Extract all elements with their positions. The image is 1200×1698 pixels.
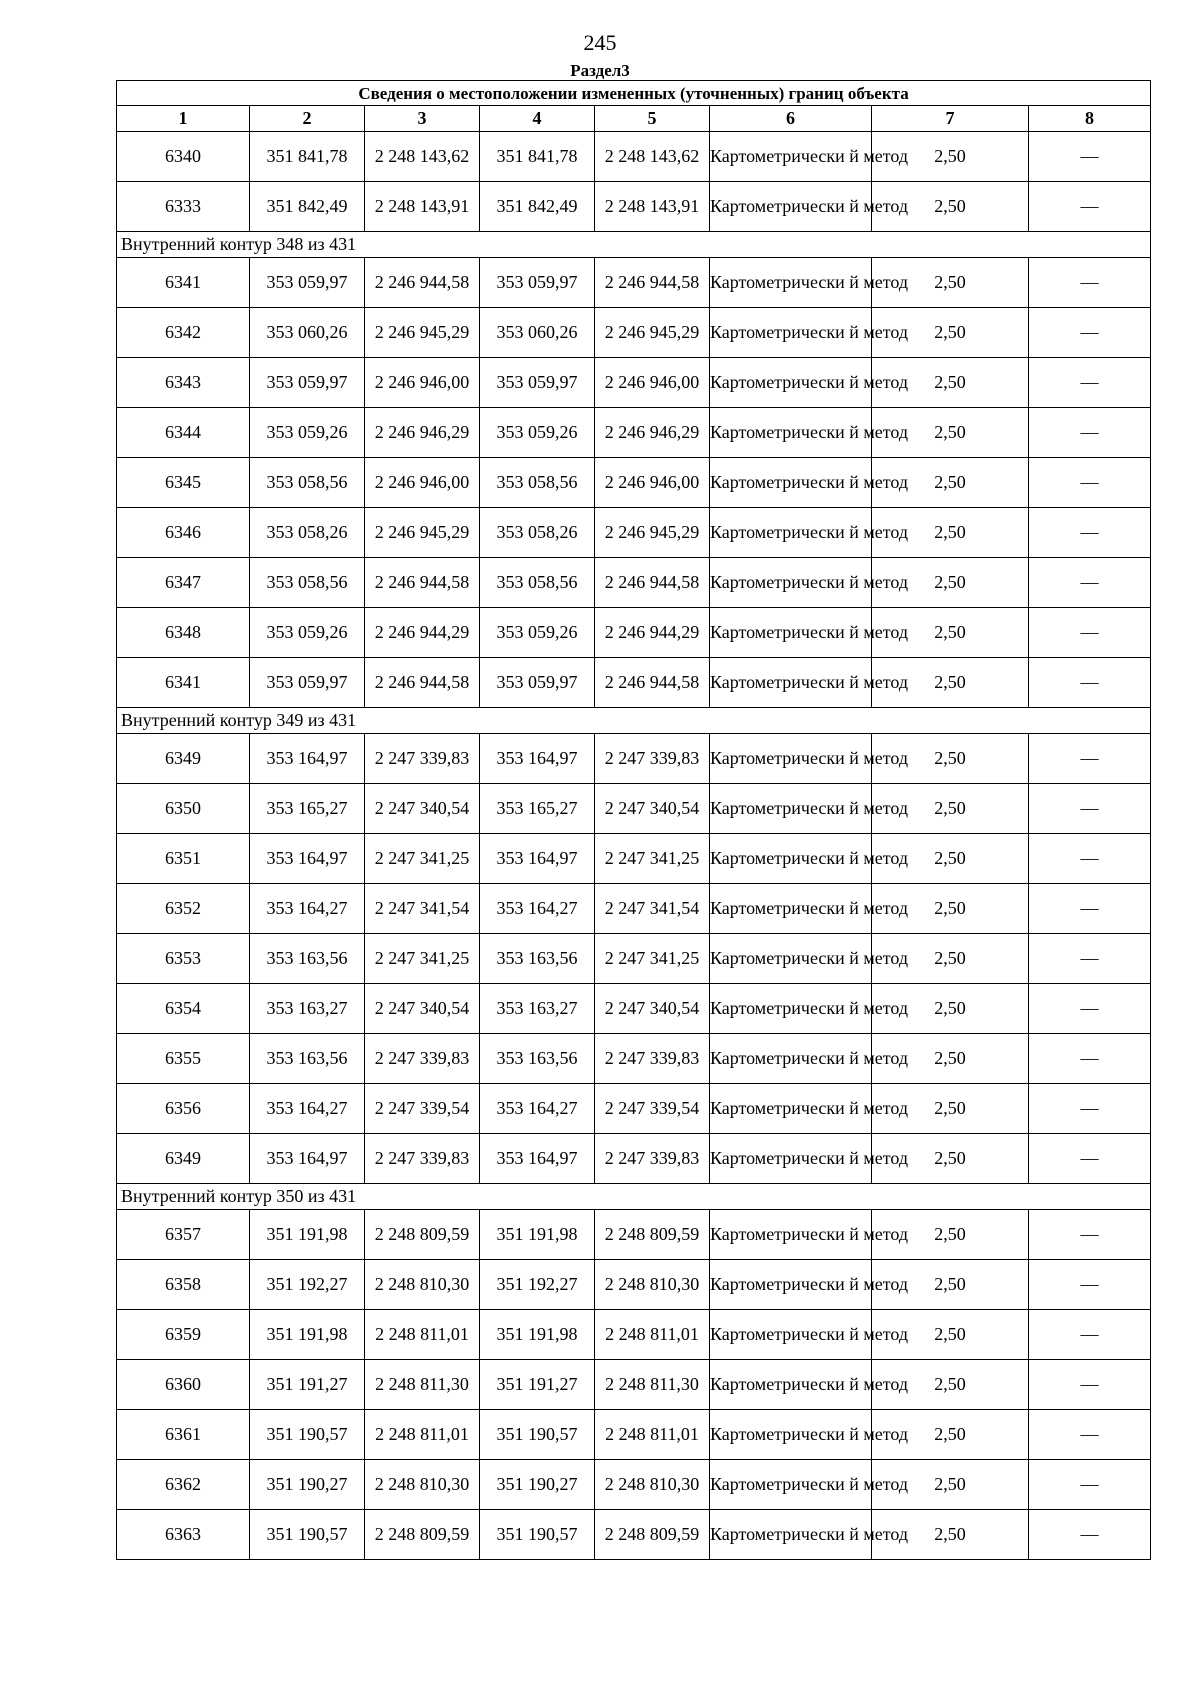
y-coordinate-cell: 2 247 339,83 bbox=[595, 1134, 710, 1184]
x-coordinate-cell: 353 058,56 bbox=[480, 558, 595, 608]
method-cell: Картометрически й метод bbox=[710, 1460, 872, 1510]
x-coordinate-cell: 353 164,27 bbox=[250, 1084, 365, 1134]
y-coordinate-cell: 2 247 341,25 bbox=[595, 834, 710, 884]
page-number: 245 bbox=[583, 30, 617, 55]
y-coordinate-cell: 2 247 341,25 bbox=[365, 834, 480, 884]
accuracy-cell: 2,50 bbox=[872, 558, 1029, 608]
x-coordinate-cell: 353 059,26 bbox=[250, 408, 365, 458]
method-cell: Картометрически й метод bbox=[710, 1034, 872, 1084]
y-coordinate-cell: 2 248 810,30 bbox=[365, 1260, 480, 1310]
column-number: 3 bbox=[365, 106, 480, 132]
table-row bbox=[117, 784, 1151, 834]
point-id-cell: 6360 bbox=[117, 1360, 250, 1410]
contour-label: Внутренний контур 349 из 431 bbox=[117, 708, 1151, 734]
accuracy-cell: 2,50 bbox=[872, 308, 1029, 358]
table-row bbox=[117, 934, 1151, 984]
y-coordinate-cell: 2 248 810,30 bbox=[595, 1460, 710, 1510]
description-cell: — bbox=[1029, 1034, 1151, 1084]
description-cell: — bbox=[1029, 1460, 1151, 1510]
table-row bbox=[117, 1260, 1151, 1310]
y-coordinate-cell: 2 247 340,54 bbox=[595, 984, 710, 1034]
y-coordinate-cell: 2 246 945,29 bbox=[595, 508, 710, 558]
method-cell: Картометрически й метод bbox=[710, 984, 872, 1034]
method-cell: Картометрически й метод bbox=[710, 358, 872, 408]
x-coordinate-cell: 353 164,97 bbox=[480, 734, 595, 784]
contour-header-row bbox=[117, 232, 1151, 258]
accuracy-cell: 2,50 bbox=[872, 984, 1029, 1034]
table-row bbox=[117, 658, 1151, 708]
point-id-cell: 6362 bbox=[117, 1460, 250, 1510]
y-coordinate-cell: 2 248 809,59 bbox=[595, 1510, 710, 1560]
x-coordinate-cell: 351 191,27 bbox=[250, 1360, 365, 1410]
description-cell: — bbox=[1029, 658, 1151, 708]
boundary-coordinates-table bbox=[116, 80, 1151, 1560]
y-coordinate-cell: 2 247 340,54 bbox=[365, 784, 480, 834]
table-row bbox=[117, 1410, 1151, 1460]
method-cell: Картометрически й метод bbox=[710, 784, 872, 834]
point-id-cell: 6358 bbox=[117, 1260, 250, 1310]
y-coordinate-cell: 2 247 339,83 bbox=[365, 1134, 480, 1184]
description-cell: — bbox=[1029, 784, 1151, 834]
contour-label: Внутренний контур 348 из 431 bbox=[117, 232, 1151, 258]
accuracy-cell: 2,50 bbox=[872, 1360, 1029, 1410]
table-caption: Сведения о местоположении измененных (уточненных) границ объекта bbox=[117, 81, 1151, 106]
description-cell: — bbox=[1029, 558, 1151, 608]
y-coordinate-cell: 2 248 810,30 bbox=[365, 1460, 480, 1510]
contour-header-row bbox=[117, 708, 1151, 734]
point-id-cell: 6353 bbox=[117, 934, 250, 984]
y-coordinate-cell: 2 246 946,00 bbox=[595, 458, 710, 508]
y-coordinate-cell: 2 246 944,58 bbox=[365, 258, 480, 308]
description-cell: — bbox=[1029, 132, 1151, 182]
x-coordinate-cell: 353 059,97 bbox=[480, 658, 595, 708]
section-title: Раздел3 bbox=[570, 61, 630, 80]
y-coordinate-cell: 2 246 944,29 bbox=[365, 608, 480, 658]
accuracy-cell: 2,50 bbox=[872, 784, 1029, 834]
method-cell: Картометрически й метод bbox=[710, 308, 872, 358]
description-cell: — bbox=[1029, 734, 1151, 784]
point-id-cell: 6348 bbox=[117, 608, 250, 658]
y-coordinate-cell: 2 247 340,54 bbox=[595, 784, 710, 834]
x-coordinate-cell: 353 163,27 bbox=[250, 984, 365, 1034]
description-cell: — bbox=[1029, 1410, 1151, 1460]
table-row bbox=[117, 1210, 1151, 1260]
description-cell: — bbox=[1029, 834, 1151, 884]
y-coordinate-cell: 2 247 341,54 bbox=[595, 884, 710, 934]
description-cell: — bbox=[1029, 508, 1151, 558]
y-coordinate-cell: 2 248 811,01 bbox=[365, 1410, 480, 1460]
x-coordinate-cell: 353 164,97 bbox=[480, 834, 595, 884]
y-coordinate-cell: 2 246 944,58 bbox=[365, 658, 480, 708]
contour-header-row bbox=[117, 1184, 1151, 1210]
table-row bbox=[117, 1460, 1151, 1510]
y-coordinate-cell: 2 247 340,54 bbox=[365, 984, 480, 1034]
method-cell: Картометрически й метод bbox=[710, 458, 872, 508]
accuracy-cell: 2,50 bbox=[872, 358, 1029, 408]
y-coordinate-cell: 2 247 339,83 bbox=[365, 734, 480, 784]
table-row bbox=[117, 308, 1151, 358]
x-coordinate-cell: 353 059,97 bbox=[250, 258, 365, 308]
point-id-cell: 6354 bbox=[117, 984, 250, 1034]
accuracy-cell: 2,50 bbox=[872, 734, 1029, 784]
y-coordinate-cell: 2 247 341,54 bbox=[365, 884, 480, 934]
description-cell: — bbox=[1029, 1360, 1151, 1410]
x-coordinate-cell: 351 192,27 bbox=[250, 1260, 365, 1310]
x-coordinate-cell: 351 190,57 bbox=[480, 1510, 595, 1560]
y-coordinate-cell: 2 246 946,00 bbox=[365, 458, 480, 508]
table-row bbox=[117, 884, 1151, 934]
point-id-cell: 6341 bbox=[117, 658, 250, 708]
table-row bbox=[117, 358, 1151, 408]
y-coordinate-cell: 2 247 339,83 bbox=[595, 734, 710, 784]
accuracy-cell: 2,50 bbox=[872, 1460, 1029, 1510]
table-row bbox=[117, 984, 1151, 1034]
accuracy-cell: 2,50 bbox=[872, 408, 1029, 458]
method-cell: Картометрически й метод bbox=[710, 734, 872, 784]
x-coordinate-cell: 351 190,57 bbox=[250, 1510, 365, 1560]
x-coordinate-cell: 353 164,97 bbox=[250, 834, 365, 884]
y-coordinate-cell: 2 248 811,30 bbox=[595, 1360, 710, 1410]
x-coordinate-cell: 353 058,26 bbox=[250, 508, 365, 558]
description-cell: — bbox=[1029, 408, 1151, 458]
method-cell: Картометрически й метод bbox=[710, 1134, 872, 1184]
accuracy-cell: 2,50 bbox=[872, 1310, 1029, 1360]
accuracy-cell: 2,50 bbox=[872, 1084, 1029, 1134]
description-cell: — bbox=[1029, 182, 1151, 232]
method-cell: Картометрически й метод bbox=[710, 1310, 872, 1360]
point-id-cell: 6346 bbox=[117, 508, 250, 558]
accuracy-cell: 2,50 bbox=[872, 258, 1029, 308]
point-id-cell: 6351 bbox=[117, 834, 250, 884]
description-cell: — bbox=[1029, 1134, 1151, 1184]
table-row bbox=[117, 182, 1151, 232]
y-coordinate-cell: 2 247 339,54 bbox=[365, 1084, 480, 1134]
method-cell: Картометрически й метод bbox=[710, 834, 872, 884]
y-coordinate-cell: 2 248 143,62 bbox=[595, 132, 710, 182]
table-row bbox=[117, 734, 1151, 784]
x-coordinate-cell: 353 058,26 bbox=[480, 508, 595, 558]
x-coordinate-cell: 353 164,97 bbox=[250, 1134, 365, 1184]
x-coordinate-cell: 351 190,27 bbox=[250, 1460, 365, 1510]
column-number: 5 bbox=[595, 106, 710, 132]
column-number-row bbox=[117, 106, 1151, 132]
description-cell: — bbox=[1029, 458, 1151, 508]
x-coordinate-cell: 351 191,98 bbox=[250, 1310, 365, 1360]
method-cell: Картометрически й метод bbox=[710, 408, 872, 458]
accuracy-cell: 2,50 bbox=[872, 458, 1029, 508]
contour-label: Внутренний контур 350 из 431 bbox=[117, 1184, 1151, 1210]
accuracy-cell: 2,50 bbox=[872, 508, 1029, 558]
x-coordinate-cell: 351 190,57 bbox=[250, 1410, 365, 1460]
y-coordinate-cell: 2 246 944,58 bbox=[595, 558, 710, 608]
description-cell: — bbox=[1029, 258, 1151, 308]
point-id-cell: 6347 bbox=[117, 558, 250, 608]
x-coordinate-cell: 353 059,97 bbox=[250, 358, 365, 408]
accuracy-cell: 2,50 bbox=[872, 658, 1029, 708]
y-coordinate-cell: 2 247 339,54 bbox=[595, 1084, 710, 1134]
table-row bbox=[117, 132, 1151, 182]
accuracy-cell: 2,50 bbox=[872, 1260, 1029, 1310]
table-row bbox=[117, 1034, 1151, 1084]
description-cell: — bbox=[1029, 984, 1151, 1034]
method-cell: Картометрически й метод bbox=[710, 1410, 872, 1460]
column-number: 4 bbox=[480, 106, 595, 132]
point-id-cell: 6342 bbox=[117, 308, 250, 358]
accuracy-cell: 2,50 bbox=[872, 1134, 1029, 1184]
method-cell: Картометрически й метод bbox=[710, 182, 872, 232]
x-coordinate-cell: 351 191,98 bbox=[480, 1210, 595, 1260]
point-id-cell: 6363 bbox=[117, 1510, 250, 1560]
accuracy-cell: 2,50 bbox=[872, 1034, 1029, 1084]
point-id-cell: 6345 bbox=[117, 458, 250, 508]
x-coordinate-cell: 351 841,78 bbox=[480, 132, 595, 182]
table-row bbox=[117, 1360, 1151, 1410]
y-coordinate-cell: 2 247 339,83 bbox=[365, 1034, 480, 1084]
x-coordinate-cell: 353 059,97 bbox=[480, 258, 595, 308]
accuracy-cell: 2,50 bbox=[872, 1210, 1029, 1260]
y-coordinate-cell: 2 248 143,91 bbox=[365, 182, 480, 232]
x-coordinate-cell: 353 163,56 bbox=[480, 934, 595, 984]
method-cell: Картометрически й метод bbox=[710, 258, 872, 308]
x-coordinate-cell: 351 192,27 bbox=[480, 1260, 595, 1310]
y-coordinate-cell: 2 246 944,58 bbox=[595, 258, 710, 308]
method-cell: Картометрически й метод bbox=[710, 1260, 872, 1310]
description-cell: — bbox=[1029, 1510, 1151, 1560]
accuracy-cell: 2,50 bbox=[872, 834, 1029, 884]
y-coordinate-cell: 2 246 946,00 bbox=[365, 358, 480, 408]
method-cell: Картометрически й метод bbox=[710, 658, 872, 708]
accuracy-cell: 2,50 bbox=[872, 934, 1029, 984]
table-row bbox=[117, 1510, 1151, 1560]
x-coordinate-cell: 351 190,27 bbox=[480, 1460, 595, 1510]
column-number: 6 bbox=[710, 106, 872, 132]
description-cell: — bbox=[1029, 608, 1151, 658]
method-cell: Картометрически й метод bbox=[710, 508, 872, 558]
x-coordinate-cell: 351 842,49 bbox=[480, 182, 595, 232]
y-coordinate-cell: 2 246 944,58 bbox=[595, 658, 710, 708]
x-coordinate-cell: 353 163,27 bbox=[480, 984, 595, 1034]
method-cell: Картометрически й метод bbox=[710, 1360, 872, 1410]
y-coordinate-cell: 2 246 945,29 bbox=[595, 308, 710, 358]
y-coordinate-cell: 2 247 341,25 bbox=[595, 934, 710, 984]
x-coordinate-cell: 351 191,98 bbox=[480, 1310, 595, 1360]
method-cell: Картометрически й метод bbox=[710, 608, 872, 658]
table-row bbox=[117, 258, 1151, 308]
x-coordinate-cell: 353 163,56 bbox=[250, 1034, 365, 1084]
x-coordinate-cell: 353 060,26 bbox=[480, 308, 595, 358]
x-coordinate-cell: 353 164,27 bbox=[250, 884, 365, 934]
point-id-cell: 6349 bbox=[117, 734, 250, 784]
table-row bbox=[117, 1134, 1151, 1184]
x-coordinate-cell: 353 059,97 bbox=[480, 358, 595, 408]
table-row bbox=[117, 1310, 1151, 1360]
x-coordinate-cell: 351 842,49 bbox=[250, 182, 365, 232]
description-cell: — bbox=[1029, 308, 1151, 358]
table-caption-row bbox=[117, 81, 1151, 106]
x-coordinate-cell: 353 060,26 bbox=[250, 308, 365, 358]
y-coordinate-cell: 2 246 945,29 bbox=[365, 508, 480, 558]
description-cell: — bbox=[1029, 358, 1151, 408]
accuracy-cell: 2,50 bbox=[872, 182, 1029, 232]
x-coordinate-cell: 353 164,97 bbox=[480, 1134, 595, 1184]
y-coordinate-cell: 2 248 809,59 bbox=[365, 1510, 480, 1560]
x-coordinate-cell: 351 191,98 bbox=[250, 1210, 365, 1260]
description-cell: — bbox=[1029, 1210, 1151, 1260]
x-coordinate-cell: 353 058,56 bbox=[250, 558, 365, 608]
table-row bbox=[117, 408, 1151, 458]
y-coordinate-cell: 2 246 946,29 bbox=[595, 408, 710, 458]
point-id-cell: 6357 bbox=[117, 1210, 250, 1260]
y-coordinate-cell: 2 246 945,29 bbox=[365, 308, 480, 358]
accuracy-cell: 2,50 bbox=[872, 608, 1029, 658]
y-coordinate-cell: 2 246 946,00 bbox=[595, 358, 710, 408]
y-coordinate-cell: 2 248 811,01 bbox=[595, 1410, 710, 1460]
description-cell: — bbox=[1029, 934, 1151, 984]
x-coordinate-cell: 353 058,56 bbox=[250, 458, 365, 508]
method-cell: Картометрически й метод bbox=[710, 558, 872, 608]
description-cell: — bbox=[1029, 1310, 1151, 1360]
x-coordinate-cell: 353 165,27 bbox=[250, 784, 365, 834]
point-id-cell: 6340 bbox=[117, 132, 250, 182]
x-coordinate-cell: 351 191,27 bbox=[480, 1360, 595, 1410]
description-cell: — bbox=[1029, 884, 1151, 934]
column-number: 7 bbox=[872, 106, 1029, 132]
x-coordinate-cell: 353 058,56 bbox=[480, 458, 595, 508]
point-id-cell: 6356 bbox=[117, 1084, 250, 1134]
method-cell: Картометрически й метод bbox=[710, 1510, 872, 1560]
y-coordinate-cell: 2 246 946,29 bbox=[365, 408, 480, 458]
table-row bbox=[117, 608, 1151, 658]
accuracy-cell: 2,50 bbox=[872, 1410, 1029, 1460]
description-cell: — bbox=[1029, 1260, 1151, 1310]
point-id-cell: 6344 bbox=[117, 408, 250, 458]
y-coordinate-cell: 2 248 143,91 bbox=[595, 182, 710, 232]
y-coordinate-cell: 2 246 944,29 bbox=[595, 608, 710, 658]
method-cell: Картометрически й метод bbox=[710, 884, 872, 934]
column-number: 1 bbox=[117, 106, 250, 132]
x-coordinate-cell: 351 841,78 bbox=[250, 132, 365, 182]
y-coordinate-cell: 2 247 341,25 bbox=[365, 934, 480, 984]
x-coordinate-cell: 353 163,56 bbox=[250, 934, 365, 984]
point-id-cell: 6333 bbox=[117, 182, 250, 232]
x-coordinate-cell: 353 164,27 bbox=[480, 1084, 595, 1134]
accuracy-cell: 2,50 bbox=[872, 132, 1029, 182]
point-id-cell: 6359 bbox=[117, 1310, 250, 1360]
x-coordinate-cell: 353 164,97 bbox=[250, 734, 365, 784]
point-id-cell: 6350 bbox=[117, 784, 250, 834]
x-coordinate-cell: 353 059,97 bbox=[250, 658, 365, 708]
y-coordinate-cell: 2 248 809,59 bbox=[595, 1210, 710, 1260]
table-row bbox=[117, 834, 1151, 884]
x-coordinate-cell: 353 059,26 bbox=[250, 608, 365, 658]
method-cell: Картометрически й метод bbox=[710, 1084, 872, 1134]
method-cell: Картометрически й метод bbox=[710, 132, 872, 182]
y-coordinate-cell: 2 248 811,01 bbox=[365, 1310, 480, 1360]
point-id-cell: 6355 bbox=[117, 1034, 250, 1084]
method-cell: Картометрически й метод bbox=[710, 934, 872, 984]
point-id-cell: 6352 bbox=[117, 884, 250, 934]
table-row bbox=[117, 508, 1151, 558]
table-row bbox=[117, 1084, 1151, 1134]
x-coordinate-cell: 353 059,26 bbox=[480, 408, 595, 458]
x-coordinate-cell: 351 190,57 bbox=[480, 1410, 595, 1460]
y-coordinate-cell: 2 248 809,59 bbox=[365, 1210, 480, 1260]
column-number: 2 bbox=[250, 106, 365, 132]
y-coordinate-cell: 2 246 944,58 bbox=[365, 558, 480, 608]
table-row bbox=[117, 558, 1151, 608]
point-id-cell: 6341 bbox=[117, 258, 250, 308]
y-coordinate-cell: 2 248 810,30 bbox=[595, 1260, 710, 1310]
point-id-cell: 6349 bbox=[117, 1134, 250, 1184]
accuracy-cell: 2,50 bbox=[872, 884, 1029, 934]
y-coordinate-cell: 2 248 811,30 bbox=[365, 1360, 480, 1410]
table-row bbox=[117, 458, 1151, 508]
accuracy-cell: 2,50 bbox=[872, 1510, 1029, 1560]
column-number: 8 bbox=[1029, 106, 1151, 132]
x-coordinate-cell: 353 165,27 bbox=[480, 784, 595, 834]
x-coordinate-cell: 353 164,27 bbox=[480, 884, 595, 934]
y-coordinate-cell: 2 248 811,01 bbox=[595, 1310, 710, 1360]
y-coordinate-cell: 2 248 143,62 bbox=[365, 132, 480, 182]
x-coordinate-cell: 353 059,26 bbox=[480, 608, 595, 658]
y-coordinate-cell: 2 247 339,83 bbox=[595, 1034, 710, 1084]
point-id-cell: 6343 bbox=[117, 358, 250, 408]
method-cell: Картометрически й метод bbox=[710, 1210, 872, 1260]
point-id-cell: 6361 bbox=[117, 1410, 250, 1460]
description-cell: — bbox=[1029, 1084, 1151, 1134]
x-coordinate-cell: 353 163,56 bbox=[480, 1034, 595, 1084]
